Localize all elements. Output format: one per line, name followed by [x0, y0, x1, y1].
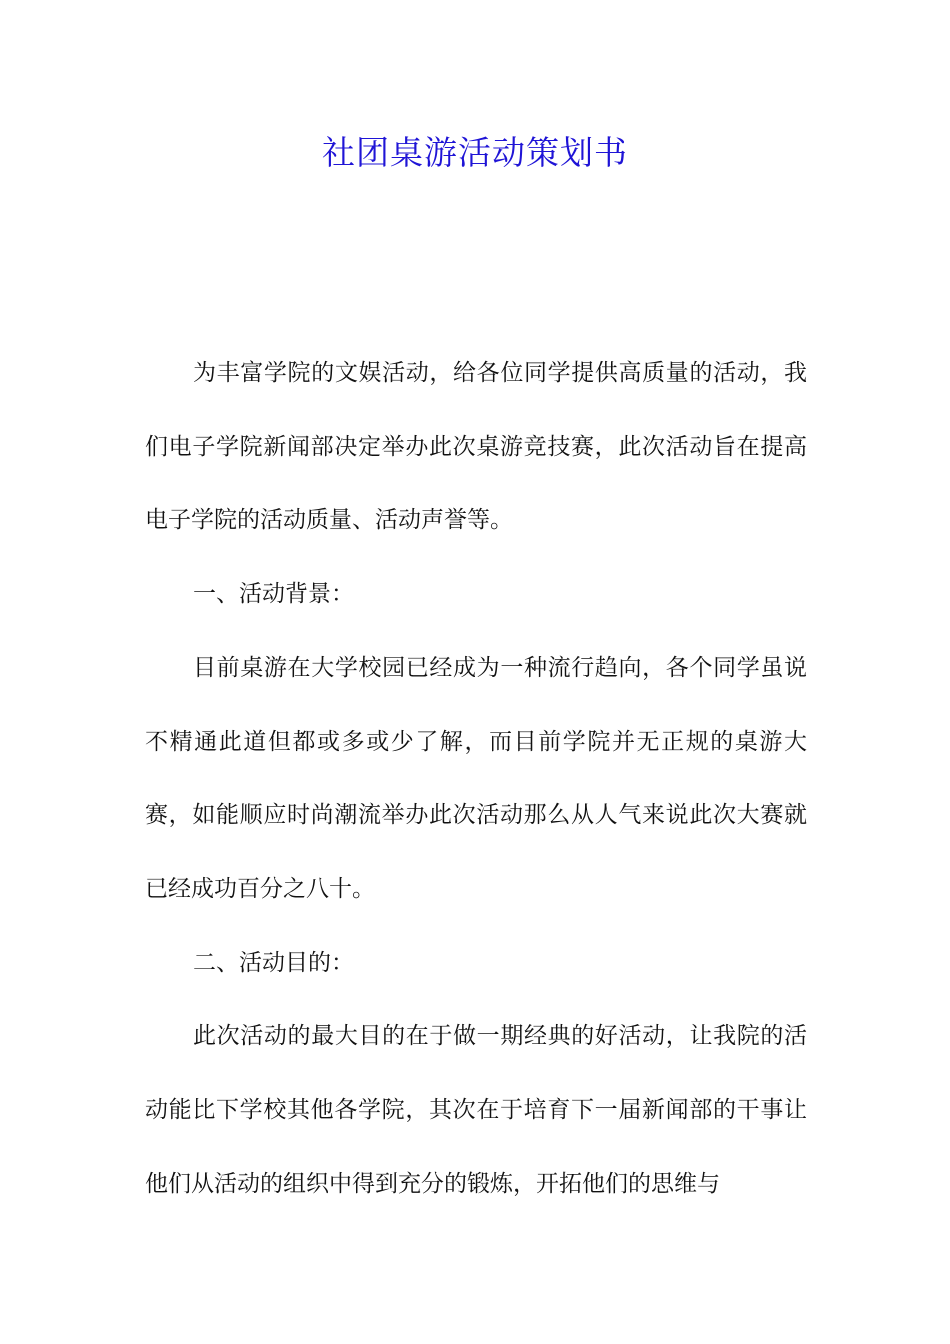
intro-paragraph: 为丰富学院的文娱活动，给各位同学提供高质量的活动，我们电子学院新闻部决定举办此次桌游竞技赛，此次活动旨在提高电子学院的活动质量、活动声誉等。: [145, 360, 807, 534]
document-body: [145, 337, 807, 1221]
background-paragraph: 目前桌游在大学校园已经成为一种流行趋向，各个同学虽说不精通此道但都或多或少了解，而目前学院并无正规的桌游大赛，如能顺应时尚潮流举办此次活动那么从人气来说此次大赛就已经成功百分之八十。: [145, 654, 807, 902]
document-title: 社团桌游活动策划书: [322, 133, 628, 172]
purpose-paragraph: 此次活动的最大目的在于做一期经典的好活动，让我院的活动能比下学校其他各学院，其次在于培育下一届新闻部的干事让他们从活动的组织中得到充分的锻炼，开拓他们的思维与: [145, 1023, 807, 1197]
section-heading-purpose: 二、活动目的：: [193, 949, 354, 976]
section-heading-background: 一、活动背景：: [193, 581, 354, 608]
